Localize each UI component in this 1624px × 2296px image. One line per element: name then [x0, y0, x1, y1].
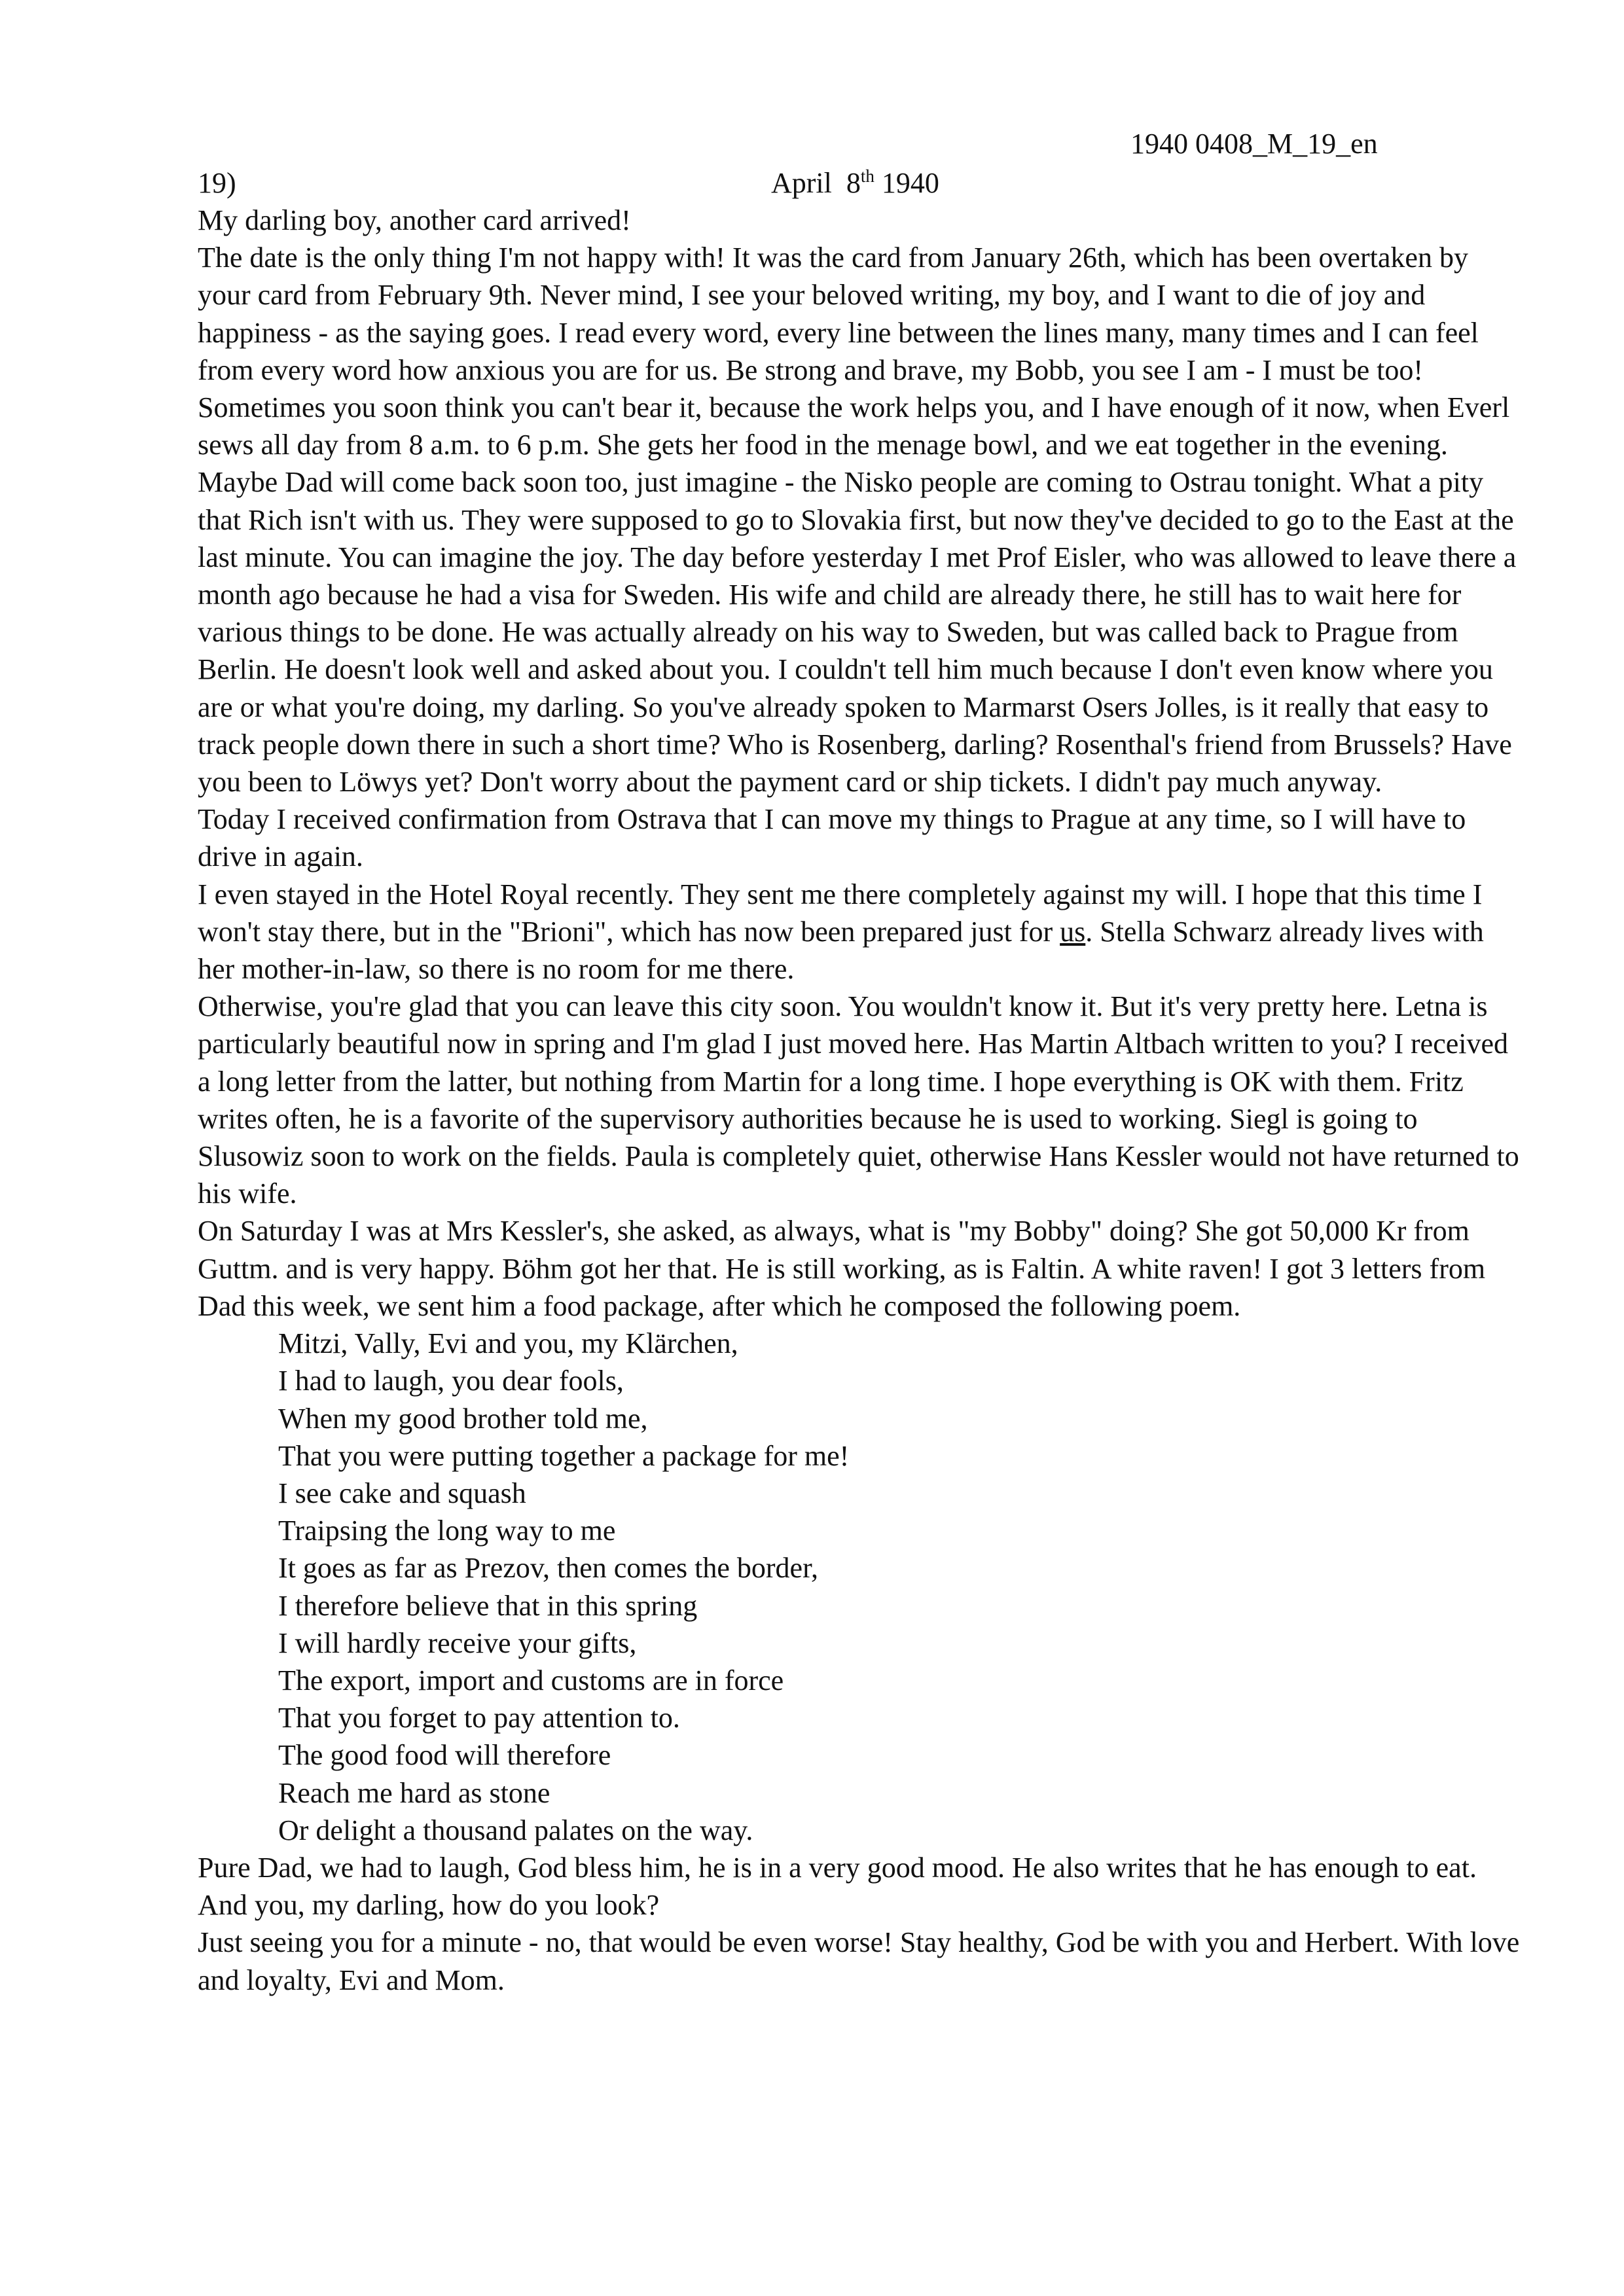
- poem-line: That you were putting together a package for me!: [278, 1439, 850, 1472]
- poem-line: I had to laugh, you dear fools,: [278, 1365, 624, 1397]
- underlined-word: us: [1060, 915, 1086, 948]
- poem-line: I will hardly receive your gifts,: [278, 1626, 637, 1659]
- poem-line: It goes as far as Prezov, then comes the border,: [278, 1552, 818, 1585]
- paragraph-city: Otherwise, you're glad that you can leave this city soon. You wouldn't know it. But it's very pretty here. Letna is particularly beautiful now in spring and I'm glad I just moved here. Has Martin Altbach written to you? I received a long letter from the latter, but nothing from Martin for a long time. I hope everything is OK with them. Fritz writes often, he is a favorite of the supervisory authorities because he is used to working. Siegl is going to Slusowiz soon to work on the fields. Paula is completely quiet, otherwise Hans Kessler would not have returned to his wife.: [198, 990, 1519, 1210]
- poem-line: I therefore believe that in this spring: [278, 1589, 698, 1622]
- poem-line: Mitzi, Vally, Evi and you, my Klärchen,: [278, 1327, 738, 1360]
- paragraph-ostrava: Today I received confirmation from Ostrava that I can move my things to Prague at any time, so I will have to drive in again.: [198, 803, 1466, 873]
- poem: [198, 1325, 1526, 1849]
- paragraph-card-date: The date is the only thing I'm not happy with! It was the card from January 26th, which has been overtaken by your card from February 9th. Never mind, I see your beloved writing, my boy, and I want to die of joy and happiness - as the saying goes. I read every word, every line between the lines many, many times and I can feel from every word how anxious you are for us. Be strong and brave, my Bobb, you see I am - I must be too! Sometimes you soon think you can't bear it, because the work helps you, and I have enough of it now, when Everl sews all day from 8 a.m. to 6 p.m. She gets her food in the menage bowl, and we eat together in the evening.: [198, 242, 1510, 461]
- poem-line: Traipsing the long way to me: [278, 1515, 616, 1547]
- paragraph-kessler: On Saturday I was at Mrs Kessler's, she asked, as always, what is "my Bobby" doing? She got 50,000 Kr from Guttm. and is very happy. Böhm got her that. He is still working, as is Faltin. A white raven! I got 3 letters from Dad this week, we sent him a food package, after which he composed the following poem.: [198, 1215, 1486, 1322]
- greeting-paragraph: My darling boy, another card arrived!: [198, 204, 631, 236]
- poem-line: That you forget to pay attention to.: [278, 1702, 680, 1734]
- date-year: 1940: [881, 167, 939, 199]
- paragraph-dad-mood: Pure Dad, we had to laugh, God bless him, he is in a very good mood. He also writes that he has enough to eat. And you, my darling, how do you look?: [198, 1851, 1477, 1922]
- closing-paragraph: Just seeing you for a minute - no, that would be even worse! Stay healthy, God be with you and Herbert. With love and loyalty, Evi and Mom.: [198, 1926, 1520, 1996]
- letter-body: [198, 202, 1526, 1999]
- paragraph-hotel: [198, 876, 1526, 988]
- hotel-text-end: . Stella Schwarz already lives with her mother-in-law, so there is no room for me there.: [198, 915, 1484, 986]
- paragraph-nisko: Maybe Dad will come back soon too, just imagine - the Nisko people are coming to Ostrau tonight. What a pity that Rich isn't with us. They were supposed to go to Slovakia first, but now they've decided to go to the East at the last minute. You can imagine the joy. The day before yesterday I met Prof Eisler, who was allowed to leave there a month ago because he had a visa for Sweden. His wife and child are already there, he still has to wait here for various things to be done. He was actually already on his way to Sweden, but was called back to Prague from Berlin. He doesn't look well and asked about you. I couldn't tell him much because I don't even know where you are or what you're doing, my darling. So you've already spoken to Marmarst Osers Jolles, is it really that easy to track people down there in such a short time? Who is Rosenberg, darling? Rosenthal's friend from Brussels? Have you been to Löwys yet? Don't worry about the payment card or ship tickets. I didn't pay much anyway.: [198, 466, 1517, 798]
- poem-line: The export, import and customs are in force: [278, 1664, 784, 1696]
- hotel-text-start: I even stayed in the Hotel Royal recently. They sent me there completely against my will. I hope that this time I won't stay there, but in the "Brioni", which has now been prepared just for: [198, 878, 1483, 948]
- poem-line: The good food will therefore: [278, 1739, 611, 1772]
- poem-line: Or delight a thousand palates on the way.: [278, 1814, 753, 1846]
- document-reference: 1940 0408_M_19_en: [1130, 128, 1378, 160]
- date-suffix: th: [860, 166, 875, 186]
- date-month: April: [771, 167, 832, 199]
- poem-line: Reach me hard as stone: [278, 1776, 550, 1809]
- date-day: 8: [846, 167, 861, 199]
- poem-line: When my good brother told me,: [278, 1402, 648, 1435]
- letter-date: [771, 165, 939, 202]
- letter-number: 19): [198, 167, 236, 199]
- poem-line: I see cake and squash: [278, 1477, 526, 1509]
